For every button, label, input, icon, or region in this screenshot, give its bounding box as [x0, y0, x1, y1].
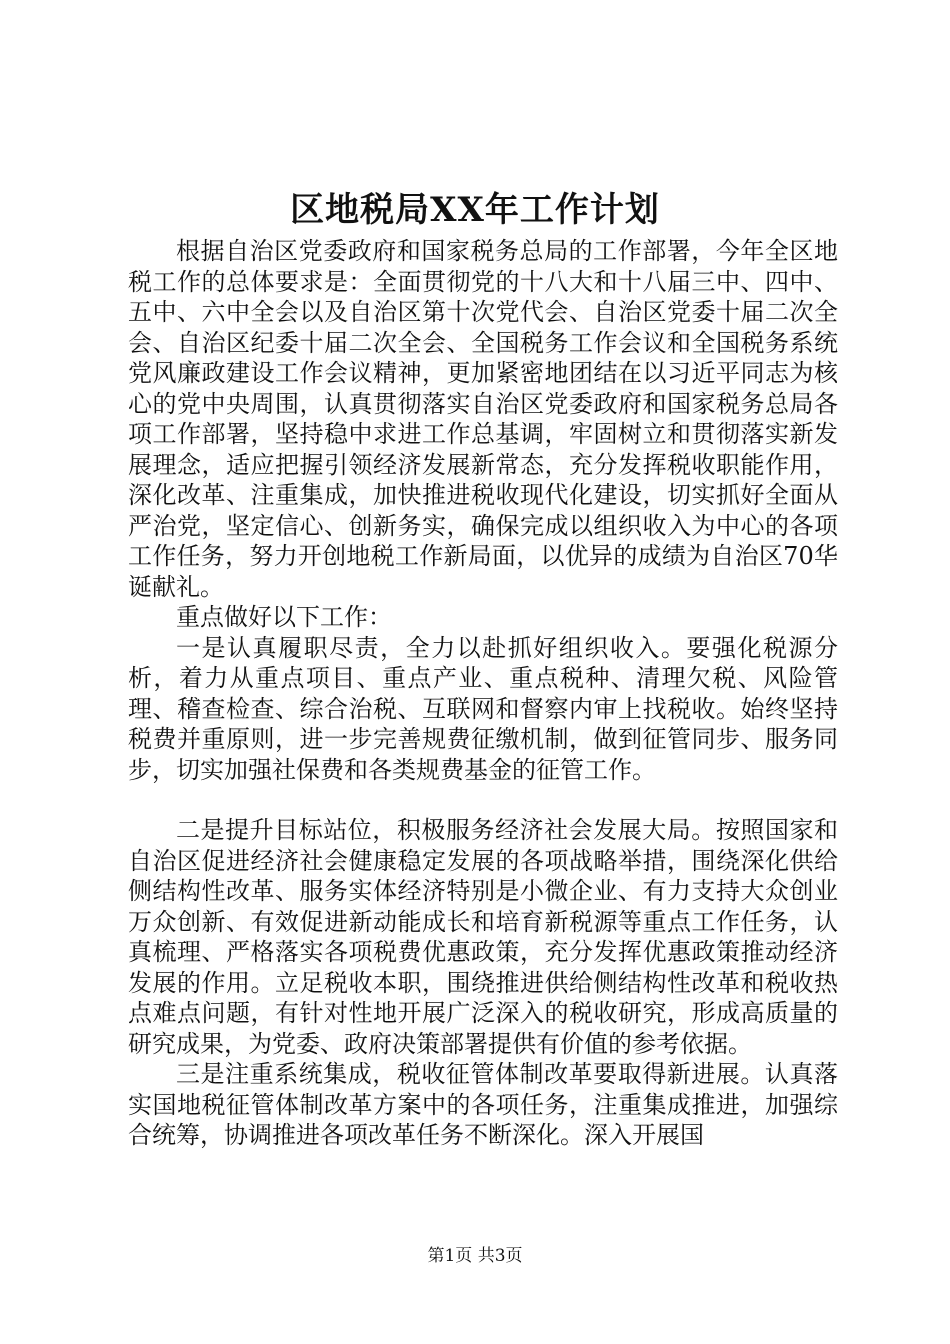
page-number-footer: 第1页 共3页 — [427, 1246, 523, 1266]
document-body — [128, 236, 838, 1151]
paragraph-task-one: 一是认真履职尽责，全力以赴抓好组织收入。要强化税源分析，着力从重点项目、重点产业、重点税种、清理欠税、风险管理、稽查检查、综合治税、互联网和督察内审上找税收。始终坚持税费并重原则，进一步完善规费征缴机制，做到征管同步、服务同步，切实加强社保费和各类规费基金的征管工作。 — [128, 633, 838, 784]
paragraph-intro: 根据自治区党委政府和国家税务总局的工作部署，今年全区地税工作的总体要求是：全面贯彻党的十八大和十八届三中、四中、五中、六中全会以及自治区第十次党代会、自治区党委十届二次全会、自治区纪委十届二次全会、全国税务工作会议和全国税务系统党风廉政建设工作会议精神，更加紧密地团结在以习近平同志为核心的党中央周围，认真贯彻落实自治区党委政府和国家税务总局各项工作部署，坚持稳中求进工作总基调，牢固树立和贯彻落实新发展理念，适应把握引领经济发展新常态，充分发挥税收职能作用，深化改革、注重集成，加快推进税收现代化建设，切实抓好全面从严治党，坚定信心、创新务实，确保完成以组织收入为中心的各项工作任务，努力开创地税工作新局面，以优异的成绩为自治区70华诞献礼。 — [128, 237, 838, 601]
document-title: 区地税局XX年工作计划 — [290, 190, 660, 230]
paragraph-task-three: 三是注重系统集成，税收征管体制改革要取得新进展。认真落实国地税征管体制改革方案中的各项任务，注重集成推进，加强综合统筹，协调推进各项改革任务不断深化。深入开展国 — [128, 1060, 838, 1149]
paragraph-task-two: 二是提升目标站位，积极服务经济社会发展大局。按照国家和自治区促进经济社会健康稳定发展的各项战略举措，围绕深化供给侧结构性改革、服务实体经济特别是小微企业、有力支持大众创业万众创新、有效促进新动能成长和培育新税源等重点工作任务，认真梳理、严格落实各项税费优惠政策，充分发挥优惠政策推动经济发展的作用。立足税收本职，围绕推进供给侧结构性改革和税收热点难点问题，有针对性地开展广泛深入的税收研究，形成高质量的研究成果，为党委、政府决策部署提供有价值的参考依据。 — [128, 816, 838, 1058]
paragraph-key-tasks-heading: 重点做好以下工作： — [176, 603, 392, 631]
